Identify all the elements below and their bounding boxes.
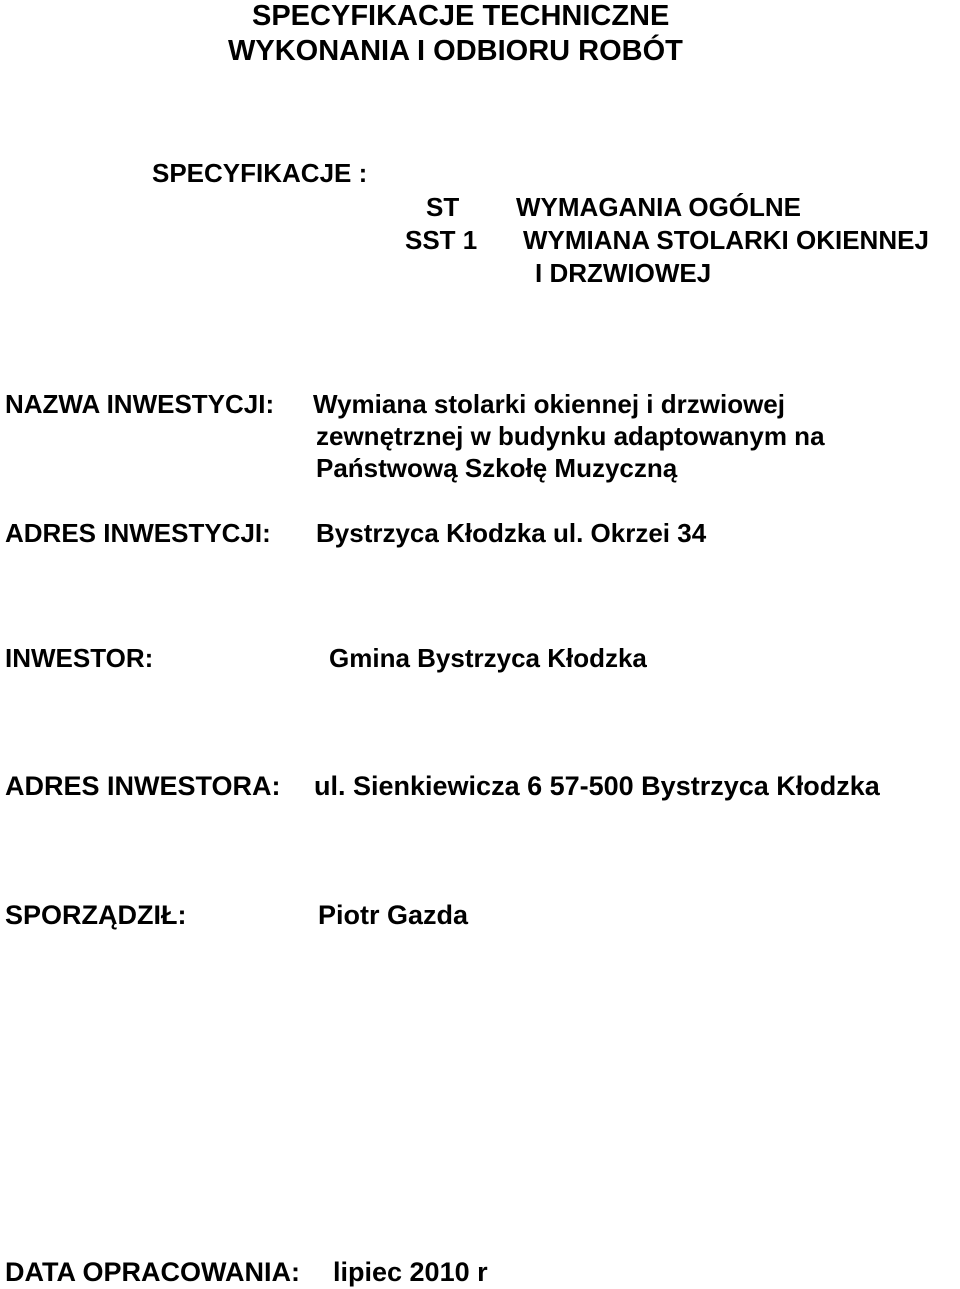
title-line-2: WYKONANIA I ODBIORU ROBÓT [228,35,683,67]
spec-name-sst1-cont: I DRZWIOWEJ [535,258,712,288]
investment-name-line-2: zewnętrznej w budynku adaptowanym na [316,421,825,451]
investment-address-label: ADRES INWESTYCJI: [5,518,271,548]
investor-address-value: ul. Sienkiewicza 6 57-500 Bystrzyca Kłodzka [314,771,880,801]
investor-value: Gmina Bystrzyca Kłodzka [329,643,647,673]
investment-name-line-1: Wymiana stolarki okiennej i drzwiowej [313,389,785,419]
investor-label: INWESTOR: [5,643,154,673]
date-value: lipiec 2010 r [333,1257,488,1287]
spec-code-st: ST [426,192,460,222]
investor-address-label: ADRES INWESTORA: [5,771,281,801]
spec-name-st: WYMAGANIA OGÓLNE [516,192,802,222]
prepared-by-value: Piotr Gazda [318,900,469,930]
specifications-label: SPECYFIKACJE : [152,158,368,188]
investment-address-value: Bystrzyca Kłodzka ul. Okrzei 34 [316,518,707,548]
date-label: DATA OPRACOWANIA: [5,1257,300,1287]
investment-name-label: NAZWA INWESTYCJI: [5,389,275,419]
spec-code-sst1: SST 1 [405,225,478,255]
prepared-by-label: SPORZĄDZIŁ: [5,900,187,930]
investment-name-line-3: Państwową Szkołę Muzyczną [316,453,678,483]
title-line-1: SPECYFIKACJE TECHNICZNE [252,0,670,32]
spec-name-sst1: WYMIANA STOLARKI OKIENNEJ [523,225,929,255]
